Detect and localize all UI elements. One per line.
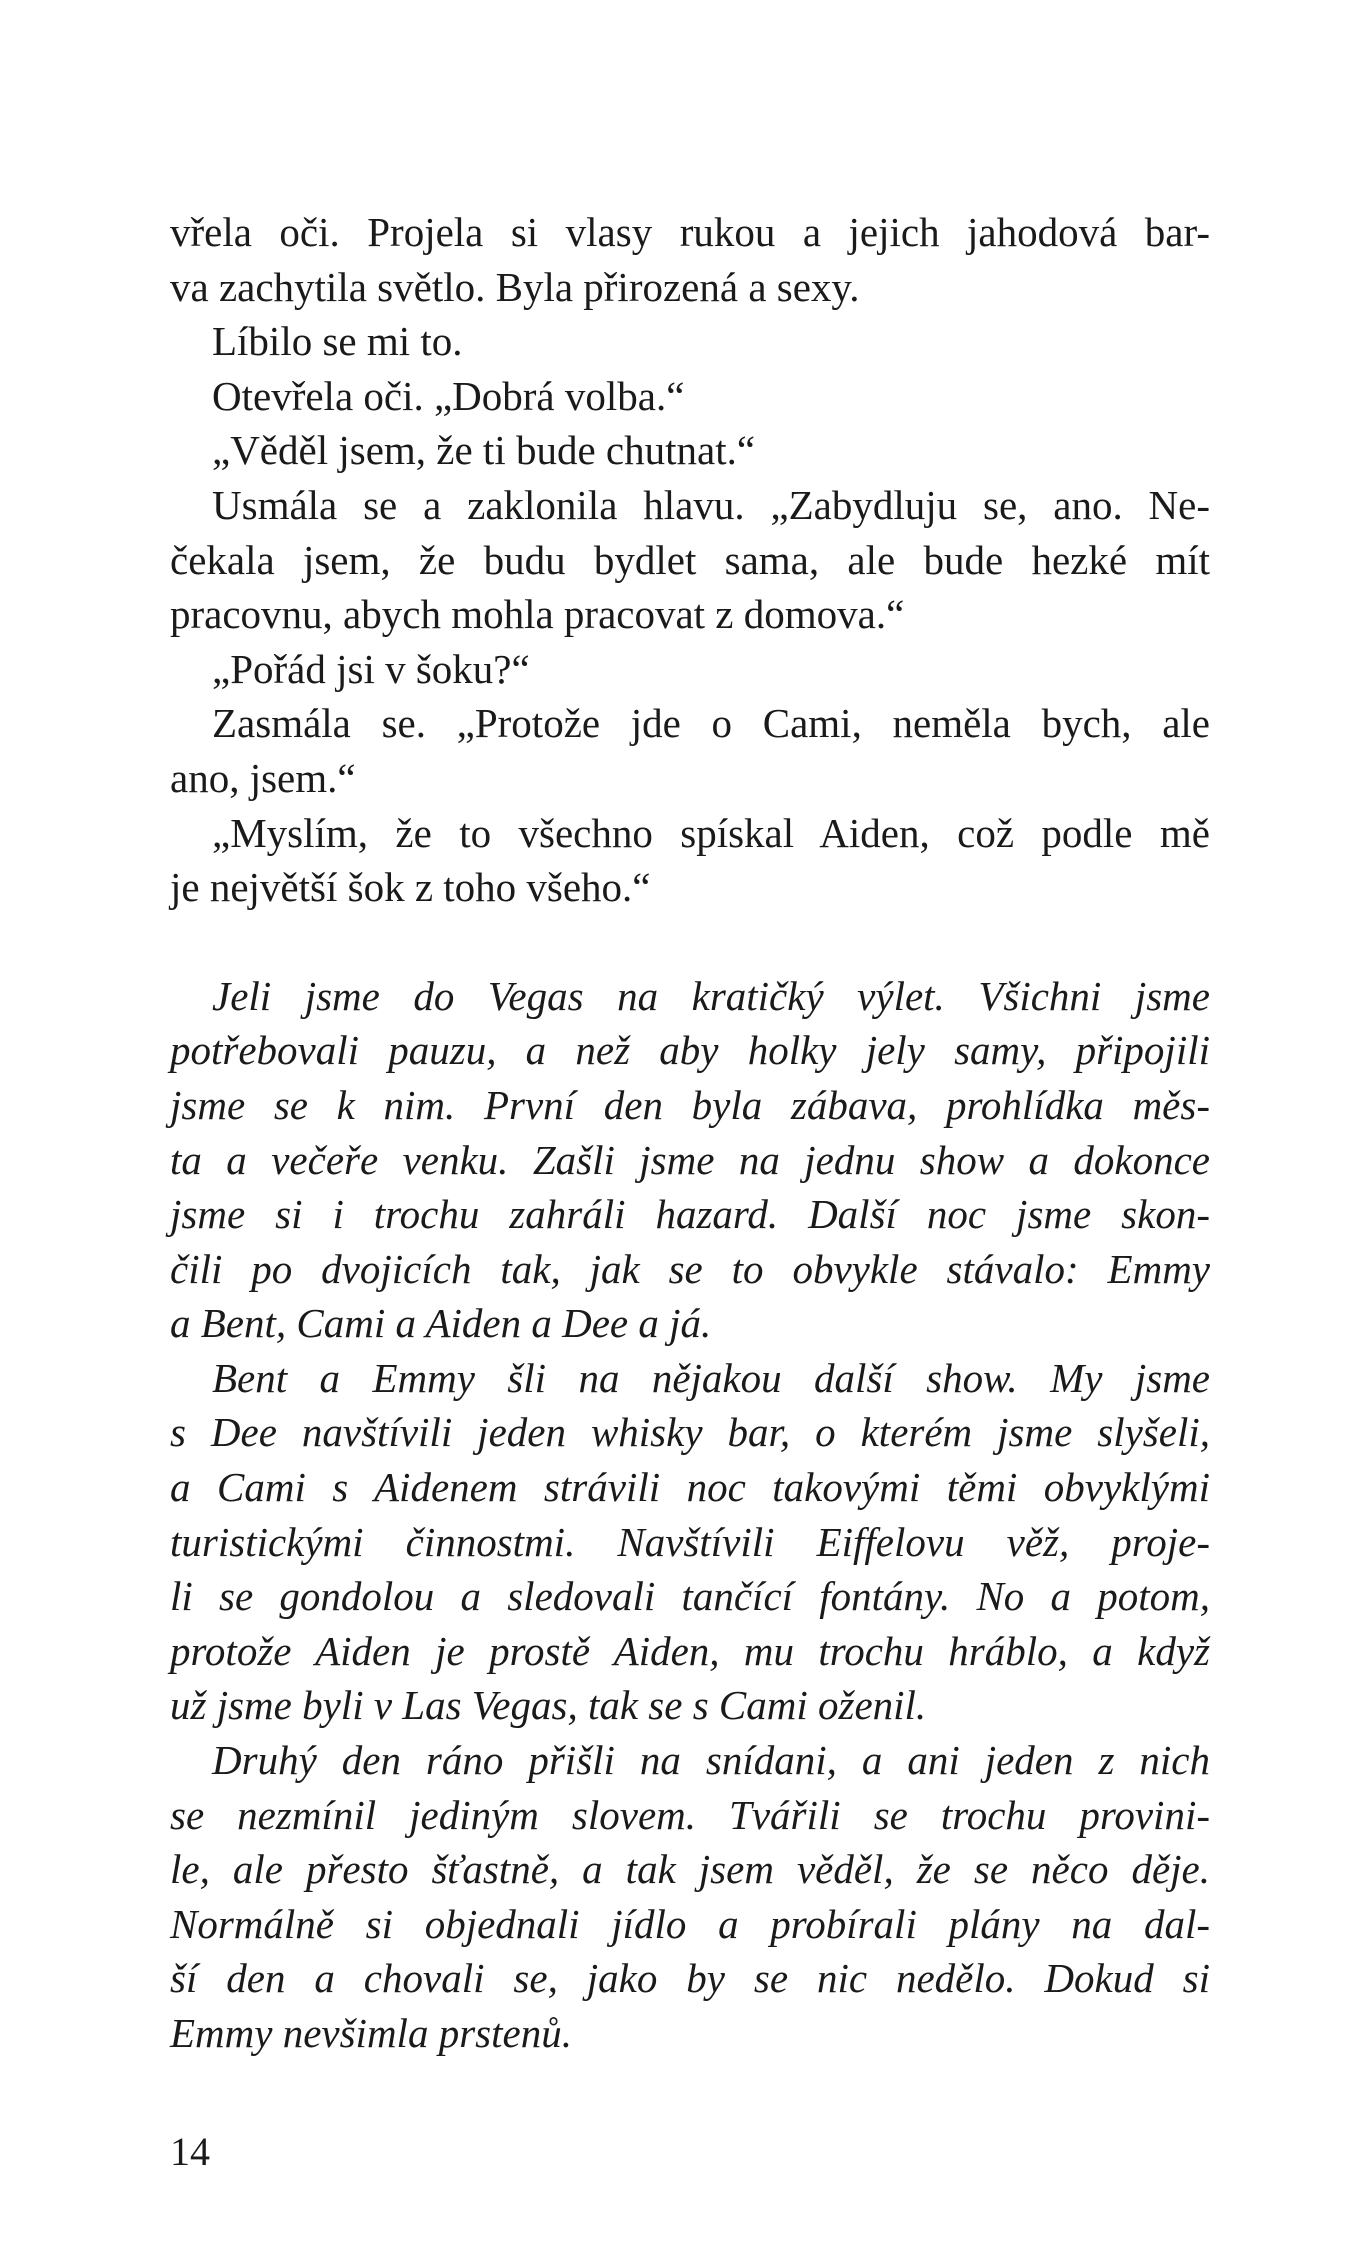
text-line: Líbilo se mi to. xyxy=(212,318,463,365)
text-line: Normálně si objednali jídlo a probírali plány na dal- xyxy=(170,1900,1210,1947)
text-line: protože Aiden je prostě Aiden, mu trochu hráblo, a když xyxy=(170,1627,1210,1674)
text-line: jsme si i trochu zahráli hazard. Další noc jsme skon- xyxy=(170,1191,1210,1238)
text-line: jsme se k nim. První den byla zábava, prohlídka měs- xyxy=(170,1081,1210,1128)
text-line: už jsme byli v Las Vegas, tak se s Cami oženil. xyxy=(170,1682,927,1729)
text-line: turistickými činnostmi. Navštívili Eiffelovu věž, proje- xyxy=(170,1518,1210,1565)
text-line: li se gondolou a sledovali tančící fontány. No a potom, xyxy=(170,1573,1210,1620)
page-number: 14 xyxy=(170,2129,210,2174)
text-line: se nezmínil jediným slovem. Tvářili se trochu provini- xyxy=(170,1791,1210,1838)
text-line: „Věděl jsem, že ti bude chutnat.“ xyxy=(212,427,756,474)
book-page-body xyxy=(170,205,1210,2061)
text-line: a Bent, Cami a Aiden a Dee a já. xyxy=(170,1300,712,1347)
text-line: ano, jsem.“ xyxy=(170,754,356,801)
flashback-section xyxy=(170,969,1210,2061)
text-line: vřela oči. Projela si vlasy rukou a jejich jahodová bar- xyxy=(170,209,1210,255)
text-line: potřebovali pauzu, a než aby holky jely samy, připojili xyxy=(170,1027,1210,1074)
text-line: s Dee navštívili jeden whisky bar, o kterém jsme slyšeli, xyxy=(170,1409,1210,1456)
text-line: va zachytila světlo. Byla přirozená a sexy. xyxy=(170,263,860,310)
text-line: pracovnu, abych mohla pracovat z domova.“ xyxy=(170,591,905,638)
text-line: je největší šok z toho všeho.“ xyxy=(170,864,651,911)
text-line: „Myslím, že to všechno spískal Aiden, což podle mě xyxy=(212,809,1210,856)
dialogue-section xyxy=(170,205,1210,915)
text-line: Jeli jsme do Vegas na kratičký výlet. Všichni jsme xyxy=(212,972,1210,1019)
text-line: čili po dvojicích tak, jak se to obvykle stávalo: Emmy xyxy=(170,1245,1210,1292)
text-line: Usmála se a zaklonila hlavu. „Zabydluju se, ano. Ne- xyxy=(212,481,1210,528)
text-line: ta a večeře venku. Zašli jsme na jednu show a dokonce xyxy=(170,1136,1210,1183)
text-line: „Pořád jsi v šoku?“ xyxy=(212,645,530,692)
section-break xyxy=(170,915,1210,969)
text-line: Druhý den ráno přišli na snídani, a ani jeden z nich xyxy=(212,1737,1210,1784)
text-line: Otevřela oči. „Dobrá volba.“ xyxy=(212,372,685,419)
text-line: Emmy nevšimla prstenů. xyxy=(170,2010,572,2056)
text-line: ší den a chovali se, jako by se nic nedělo. Dokud si xyxy=(170,1955,1210,2002)
text-line: čekala jsem, že budu bydlet sama, ale bude hezké mít xyxy=(170,536,1210,583)
text-line: Bent a Emmy šli na nějakou další show. My jsme xyxy=(212,1354,1210,1401)
text-line: Zasmála se. „Protože jde o Cami, neměla bych, ale xyxy=(212,700,1210,747)
text-line: le, ale přesto šťastně, a tak jsem věděl, že se něco děje. xyxy=(170,1846,1210,1893)
text-line: a Cami s Aidenem strávili noc takovými těmi obvyklými xyxy=(170,1464,1210,1511)
